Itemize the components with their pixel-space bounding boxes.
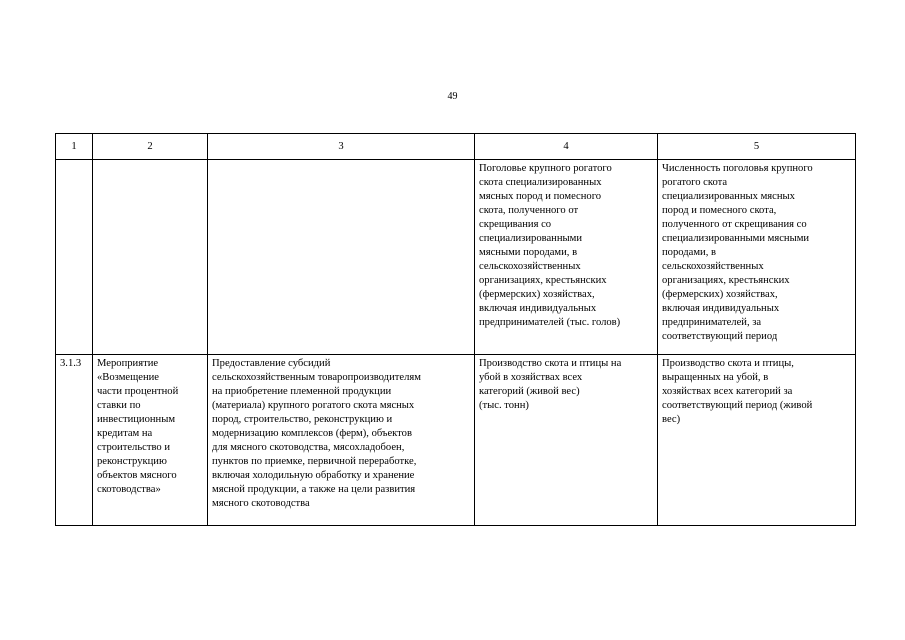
column-header-2: 2 xyxy=(93,134,208,160)
measure-description-cell: Предоставление субсидий сельскохозяйственным товаропроизводителям на приобретение племенной продукции (материала) крупного рогатого скота мясных пород, строительство, реконструкцию и модернизацию комплексов (ферм), объектов для мясного скотоводства, мясохладобоен, пунктов по приемке, первичной переработке, включая холодильную обработку и хранение мясной продукции, а также на цели развития мясного скотоводства xyxy=(208,355,475,526)
indicator-cell: Производство скота и птицы на убой в хозяйствах всех категорий (живой вес) (тыс. тонн) xyxy=(475,355,658,526)
table-row xyxy=(56,355,856,526)
measure-name-cell: Мероприятие «Возмещение части процентной ставки по инвестиционным кредитам на строительство и реконструкцию объектов мясного скотоводства» xyxy=(93,355,208,526)
column-header-5: 5 xyxy=(658,134,856,160)
table-cell xyxy=(93,160,208,355)
column-header-3: 3 xyxy=(208,134,475,160)
page-number: 49 xyxy=(447,91,458,102)
table-row xyxy=(56,160,856,355)
column-header-1: 1 xyxy=(56,134,93,160)
document-table xyxy=(55,133,856,526)
column-header-4: 4 xyxy=(475,134,658,160)
item-number-cell: 3.1.3 xyxy=(56,355,93,526)
table-header-row xyxy=(56,134,856,160)
table-cell xyxy=(208,160,475,355)
indicator-description-cell: Производство скота и птицы, выращенных на убой, в хозяйствах всех категорий за соответствующий период (живой вес) xyxy=(658,355,856,526)
indicator-description-cell: Численность поголовья крупного рогатого скота специализированных мясных пород и помесного скота, полученного от скрещивания со специализированными мясными породами, в сельскохозяйственных организациях, крестьянских (фермерских) хозяйствах, включая индивидуальных предпринимателей, за соответствующий период xyxy=(658,160,856,355)
table-cell xyxy=(56,160,93,355)
indicator-cell: Поголовье крупного рогатого скота специализированных мясных пород и помесного скота, полученного от скрещивания со специализированными мясными породами, в сельскохозяйственных организациях, крестьянских (фермерских) хозяйствах, включая индивидуальных предпринимателей (тыс. голов) xyxy=(475,160,658,355)
